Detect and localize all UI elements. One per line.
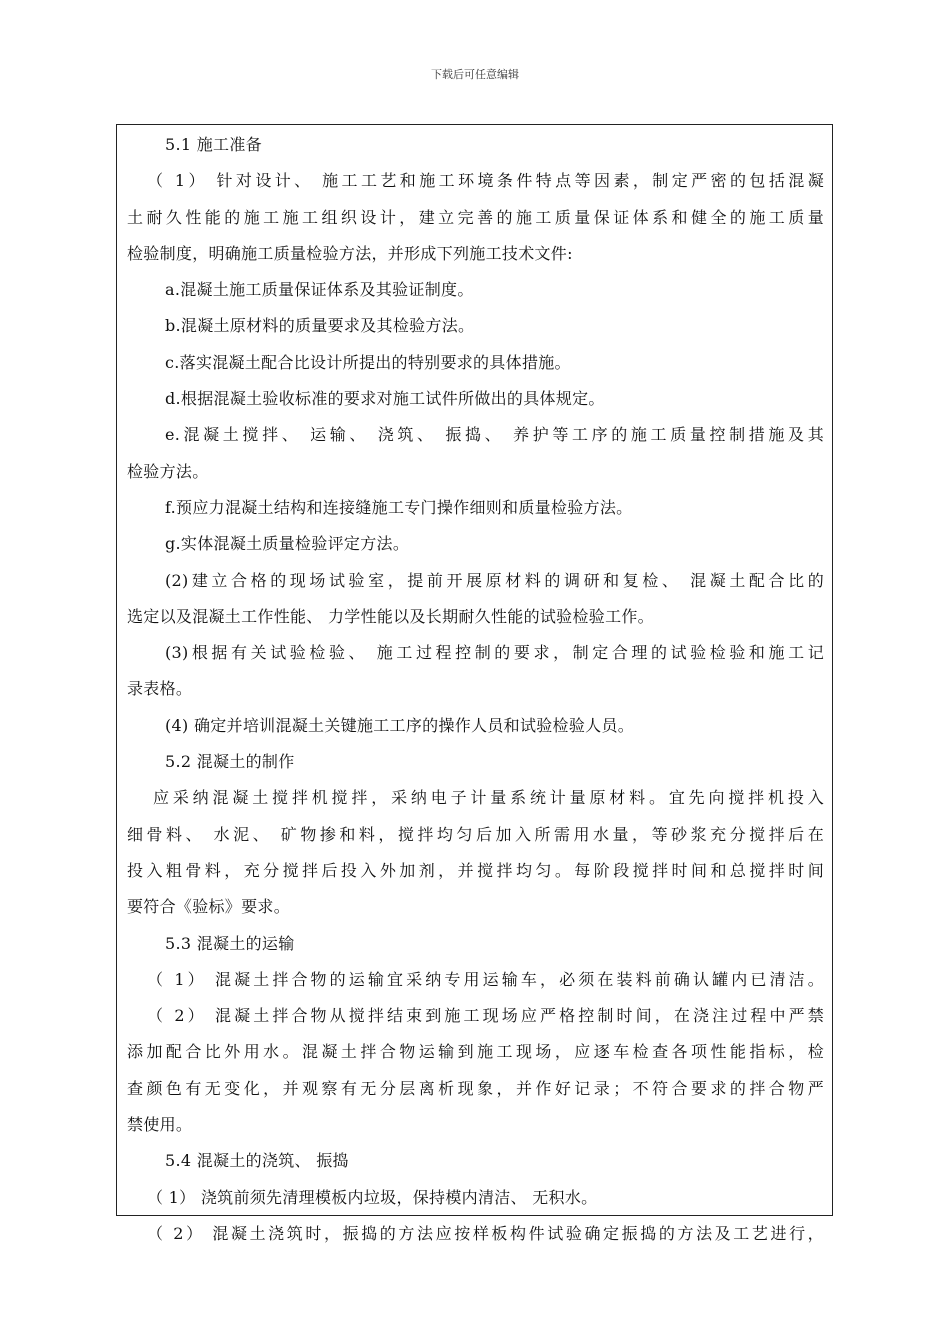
text-line: 录表格。 bbox=[127, 679, 193, 699]
text-line: 选定以及混凝土工作性能、 力学性能以及长期耐久性能的试验检验工作。 bbox=[127, 606, 654, 626]
text-line: （ 1） 浇筑前须先清理模板内垃圾，保持模内清洁、 无积水。 bbox=[147, 1187, 598, 1207]
text-line: （ 1） 针对设计、 施工工艺和施工环境条件特点等因素，制定严密的包括混凝 bbox=[147, 171, 824, 191]
document-body bbox=[127, 127, 824, 1252]
text-line: (3)根据有关试验检验、 施工过程控制的要求，制定合理的试验检验和施工记 bbox=[165, 643, 824, 663]
text-line: 5.2 混凝土的制作 bbox=[165, 752, 295, 772]
text-line: a.混凝土施工质量保证体系及其验证制度。 bbox=[165, 280, 474, 300]
text-line: d.根据混凝土验收标准的要求对施工试件所做出的具体规定。 bbox=[165, 389, 605, 409]
text-line: (4) 确定并培训混凝土关键施工工序的操作人员和试验检验人员。 bbox=[165, 715, 635, 735]
text-line: 添加配合比外用水。混凝土拌合物运输到施工现场，应逐车检查各项性能指标，检 bbox=[127, 1042, 824, 1062]
text-line: b.混凝土原材料的质量要求及其检验方法。 bbox=[165, 316, 475, 336]
text-line: 检验方法。 bbox=[127, 461, 209, 481]
text-line: （ 1） 混凝土拌合物的运输宜采纳专用运输车，必须在装料前确认罐内已清洁。 bbox=[147, 969, 824, 989]
text-line: 禁使用。 bbox=[127, 1115, 193, 1135]
text-line: 要符合《验标》要求。 bbox=[127, 897, 291, 917]
text-line: （ 2） 混凝土拌合物从搅拌结束到施工现场应严格控制时间，在浇注过程中严禁 bbox=[147, 1006, 824, 1026]
text-line: 细骨料、 水泥、 矿物掺和料，搅拌均匀后加入所需用水量，等砂浆充分搅拌后在 bbox=[127, 824, 824, 844]
text-line: 投入粗骨料，充分搅拌后投入外加剂，并搅拌均匀。每阶段搅拌时间和总搅拌时间 bbox=[127, 860, 824, 880]
document-frame bbox=[116, 124, 833, 1243]
text-line: 5.3 混凝土的运输 bbox=[165, 933, 295, 953]
header-note: 下载后可任意编辑 bbox=[431, 68, 519, 81]
text-line: e.混凝土搅拌、 运输、 浇筑、 振捣、 养护等工序的施工质量控制措施及其 bbox=[165, 425, 824, 445]
text-line: 5.4 混凝土的浇筑、 振捣 bbox=[165, 1151, 349, 1171]
text-line: 检验制度，明确施工质量检验方法，并形成下列施工技术文件: bbox=[127, 243, 573, 263]
text-line: 查颜色有无变化，并观察有无分层离析现象，并作好记录；不符合要求的拌合物严 bbox=[127, 1078, 824, 1098]
text-line: 应采纳混凝土搅拌机搅拌，采纳电子计量系统计量原材料。宜先向搅拌机投入 bbox=[153, 788, 824, 808]
text-line: 土耐久性能的施工施工组织设计，建立完善的施工质量保证体系和健全的施工质量 bbox=[127, 207, 824, 227]
text-line: 5.1 施工准备 bbox=[165, 135, 262, 154]
text-line: (2)建立合格的现场试验室，提前开展原材料的调研和复检、 混凝土配合比的 bbox=[165, 570, 824, 590]
text-line: （ 2） 混凝土浇筑时，振捣的方法应按样板构件试验确定振捣的方法及工艺进行， bbox=[147, 1223, 824, 1243]
text-line: g.实体混凝土质量检验评定方法。 bbox=[165, 534, 410, 554]
text-line: c.落实混凝土配合比设计所提出的特别要求的具体措施。 bbox=[165, 352, 571, 372]
text-line: f.预应力混凝土结构和连接缝施工专门操作细则和质量检验方法。 bbox=[165, 497, 633, 517]
